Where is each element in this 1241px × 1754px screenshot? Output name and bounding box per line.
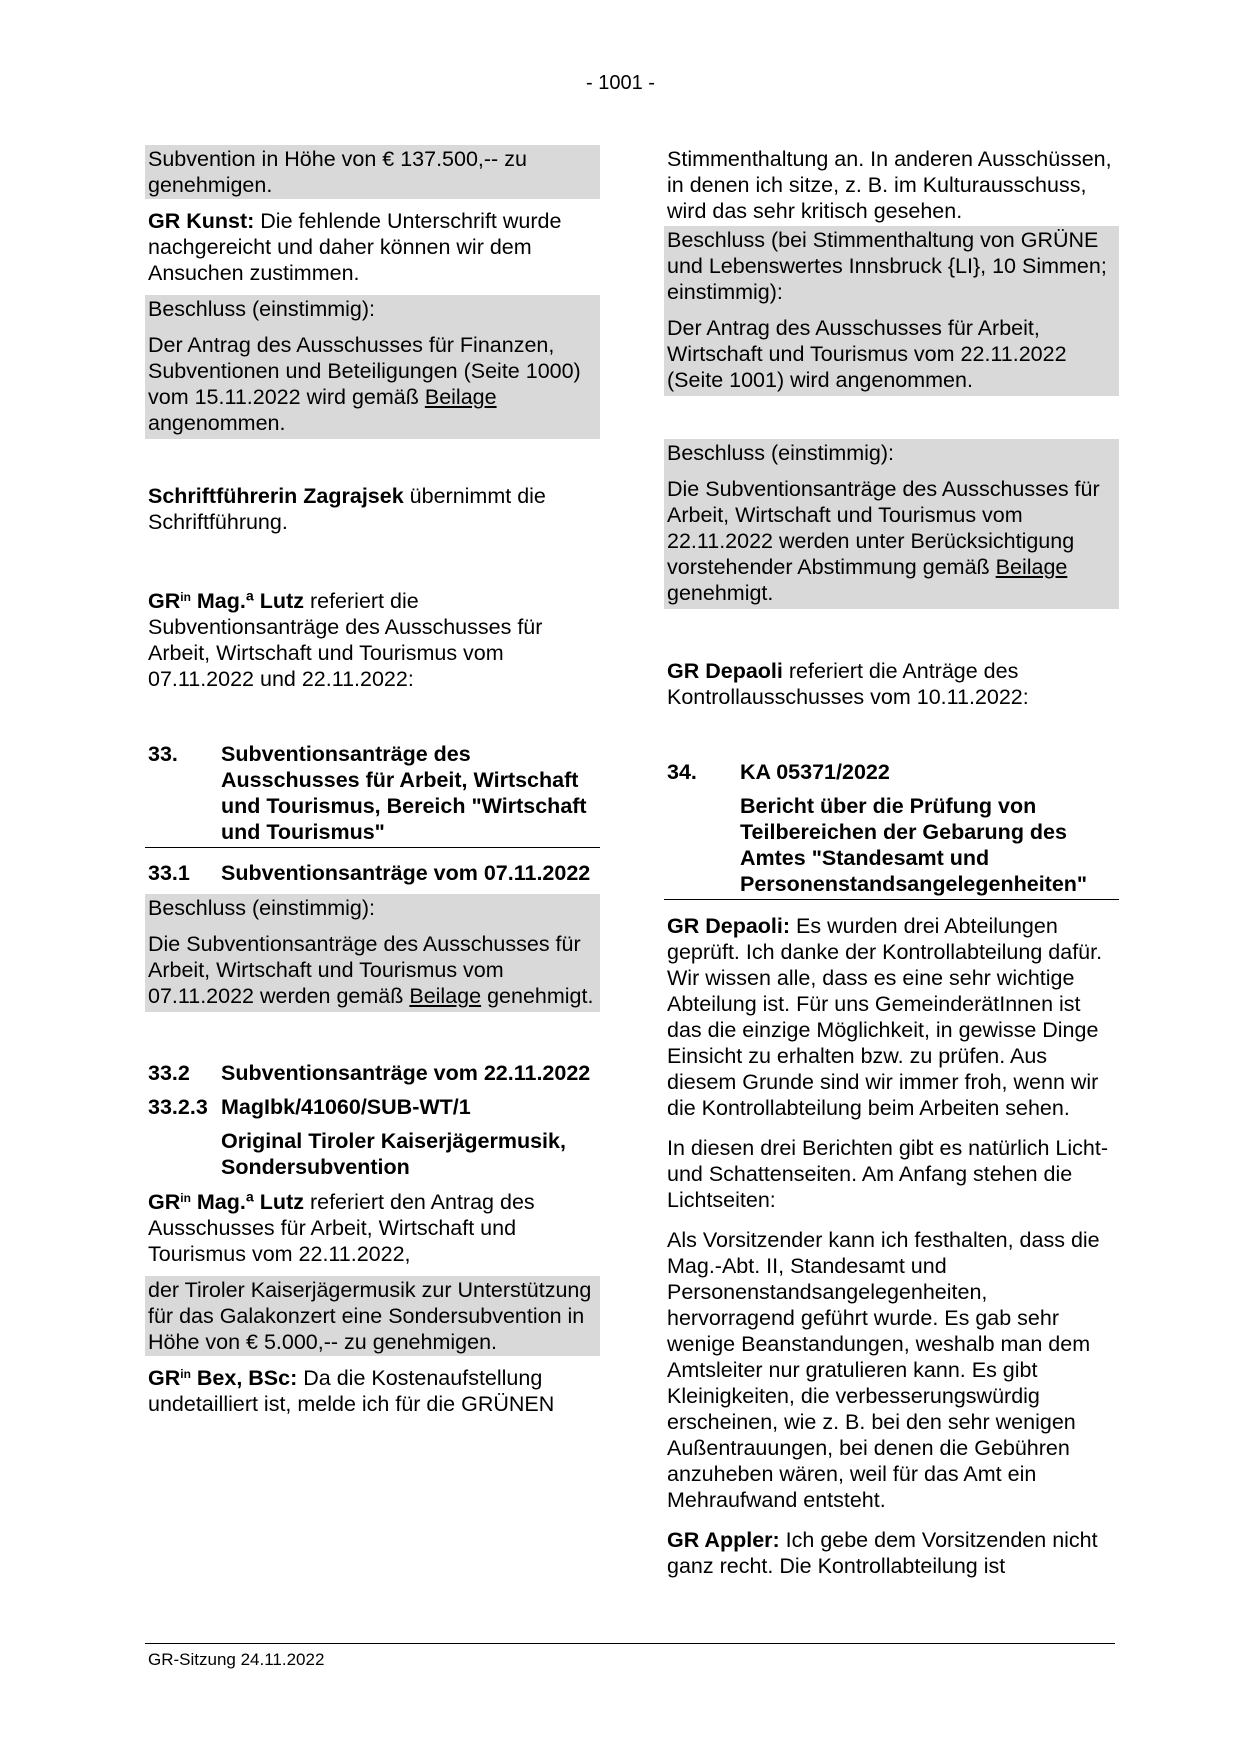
statement-zagrajsek: Schriftführerin Zagrajsek übernimmt die Schriftführung. <box>148 484 546 534</box>
footer-divider <box>145 1643 1115 1644</box>
statement-lutz: $GR^{in}$ Mag.ª Lutz referiert die Subventionsanträge des Ausschusses für Arbeit, Wirtschaft und Tourismus vom 07.11.2022 und 22.11.2022: <box>148 589 543 691</box>
footer-session: GR-Sitzung 24.11.2022 <box>148 1650 325 1669</box>
heading-33-2: 33.2 Subventionsanträge vom 22.11.2022 <box>148 1061 591 1085</box>
beilage-link[interactable]: Beilage <box>995 555 1068 579</box>
heading-33-1: 33.1 Subventionsanträge vom 07.11.2022 <box>148 861 591 885</box>
resolution-text: Der Antrag des Ausschusses für Arbeit, Wirtschaft und Tourismus vom 22.11.2022 (Seite 1001) wird angenommen. <box>667 316 1067 392</box>
statement-depaoli-intro: GR Depaoli referiert die Anträge des Kontrollausschusses vom 10.11.2022: <box>667 659 1029 709</box>
resolution-block <box>145 295 600 439</box>
resolution-block-subventions <box>664 439 1119 609</box>
beilage-link[interactable]: Beilage <box>409 984 482 1008</box>
resolution-text: Die Subventionsanträge des Ausschusses für Arbeit, Wirtschaft und Tourismus vom 22.11.2022 werden unter Berücksichtigung vorstehender Abstimmung gemäß Beilage genehmigt. <box>667 477 1100 605</box>
heading-33: 33. Subventionsanträge des Ausschusses für Arbeit, Wirtschaft und Tourismus, Bereich "Wirtschaft und Tourismus" <box>145 741 600 848</box>
right-column <box>664 145 1119 1580</box>
statement-appler: GR Appler: Ich gebe dem Vorsitzenden nicht ganz recht. Die Kontrollabteilung ist <box>667 1528 1098 1578</box>
statement-bex: $GR^{in}$ Bex, BSc: Da die Kostenaufstellung undetailliert ist, melde ich für die GRÜNEN <box>148 1366 555 1416</box>
statement-continued: Stimmenthaltung an. In anderen Ausschüssen, in denen ich sitze, z. B. im Kulturausschuss, wird das sehr kritisch gesehen. <box>667 147 1112 223</box>
heading-33-2-3-subtitle: Original Tiroler Kaiserjägermusik, Sondersubvention <box>221 1129 566 1179</box>
resolution-text: Die Subventionsanträge des Ausschusses für Arbeit, Wirtschaft und Tourismus vom 07.11.2022 werden gemäß Beilage genehmigt. <box>148 932 594 1008</box>
resolution-text: Der Antrag des Ausschusses für Finanzen, Subventionen und Beteiligungen (Seite 1000) vom 15.11.2022 wird gemäß Beilage angenommen. <box>148 333 581 435</box>
speaker-name: GR Kunst: <box>148 209 255 233</box>
page-number: - 1001 - <box>586 72 655 94</box>
resolution-block-33-1 <box>145 894 600 1012</box>
resolution-title: Beschluss (einstimmig): <box>148 896 375 920</box>
resolution-title: Beschluss (einstimmig): <box>148 297 375 321</box>
statement-kunst: GR Kunst: Die fehlende Unterschrift wurde nachgereicht und daher können wir dem Ansuchen zustimmen. <box>148 209 562 285</box>
heading-34: 34. KA 05371/2022 <box>667 760 890 784</box>
paragraph-reports: In diesen drei Berichten gibt es natürlich Licht- und Schattenseiten. Am Anfang stehen die Lichtseiten: <box>667 1136 1108 1212</box>
paragraph-chairman: Als Vorsitzender kann ich festhalten, dass die Mag.-Abt. II, Standesamt und Personenstandsangelegenheiten, hervorragend geführt wurde. Es gab sehr wenige Beanstandungen, weshalb man dem Amtsleiter nur gratulieren kann. Es gibt Kleinigkeiten, die verbesserungswürdig erscheinen, wie z. B. bei den sehr wenigen Außentrauungen, bei denen die Gebühren anzuheben wären, weil für das Amt ein Mehraufwand entsteht. <box>667 1228 1100 1512</box>
resolution-title: Beschluss (bei Stimmenthaltung von GRÜNE und Lebenswertes Innsbruck {LI}, 10 Simmen; einstimmig): <box>667 228 1107 304</box>
statement-depaoli: GR Depaoli: Es wurden drei Abteilungen geprüft. Ich danke der Kontrollabteilung dafür. Wir wissen alle, dass es eine sehr wichtige Abteilung ist. Für uns GemeinderätInnen ist das die einzige Möglichkeit, in gewisse Dinge Einsicht zu erhalten bzw. zu prüfen. Aus diesem Grunde sind wir immer froh, wenn wir die Kontrollabteilung beim Arbeiten sehen. <box>667 914 1103 1120</box>
resolution-title: Beschluss (einstimmig): <box>667 441 894 465</box>
subvention-text: Subvention in Höhe von € 137.500,-- zu genehmigen. <box>145 145 600 199</box>
heading-34-subtitle: Bericht über die Prüfung von Teilbereichen der Gebarung des Amtes "Standesamt und Personenstandsangelegenheiten" <box>664 793 1119 900</box>
left-column <box>145 145 600 1418</box>
motion-text: der Tiroler Kaiserjägermusik zur Unterstützung für das Galakonzert eine Sondersubvention in Höhe von € 5.000,-- zu genehmigen. <box>145 1276 600 1356</box>
resolution-block-abstention <box>664 226 1119 396</box>
beilage-link[interactable]: Beilage <box>424 385 497 409</box>
heading-33-2-3: 33.2.3 MagIbk/41060/SUB-WT/1 <box>148 1095 471 1119</box>
statement-lutz-2: $GR^{in}$ Mag.ª Lutz referiert den Antrag des Ausschusses für Arbeit, Wirtschaft und Tourismus vom 22.11.2022, <box>148 1190 535 1266</box>
